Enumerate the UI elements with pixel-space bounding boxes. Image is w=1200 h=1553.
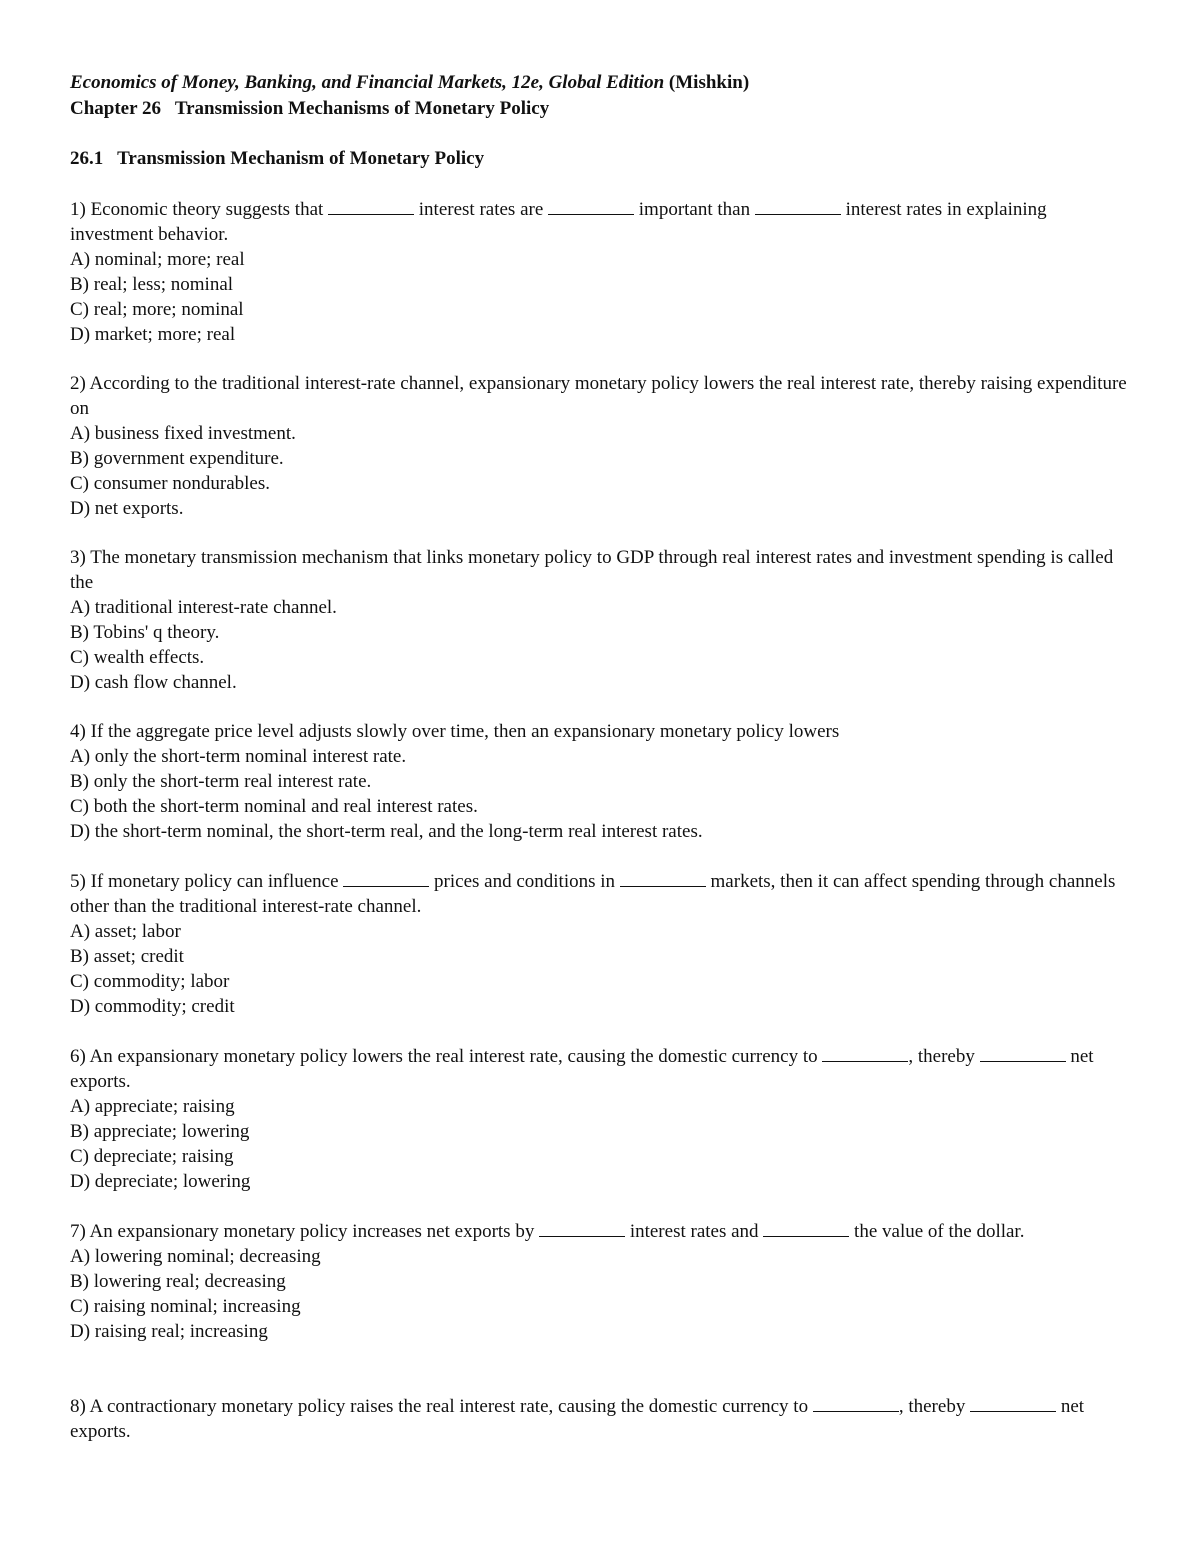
- answer-blank: [822, 1043, 908, 1062]
- question-8: [70, 1393, 1130, 1444]
- answer-blank: [343, 868, 429, 887]
- choice-b: B) government expenditure.: [70, 448, 284, 469]
- choice-c: C) raising nominal; increasing: [70, 1296, 301, 1317]
- choice-b: B) real; less; nominal: [70, 274, 234, 295]
- answer-blank: [548, 196, 634, 215]
- choice-d: D) market; more; real: [70, 324, 236, 345]
- question-stem: 7) An expansionary monetary policy increases net exports by interest rates and the value of the dollar.: [70, 1218, 1130, 1244]
- choice-c: C) both the short-term nominal and real interest rates.: [70, 796, 478, 817]
- book-title-line: [70, 70, 1130, 96]
- answer-blank: [620, 868, 706, 887]
- question-stem: 6) An expansionary monetary policy lowers the real interest rate, causing the domestic currency to , thereby net exports.: [70, 1043, 1130, 1094]
- question-stem: 1) Economic theory suggests that interest rates are important than interest rates in explaining investment behavior.: [70, 196, 1130, 247]
- choice-b: B) asset; credit: [70, 946, 184, 967]
- answer-blank: [328, 196, 414, 215]
- chapter-title: Chapter 26 Transmission Mechanisms of Monetary Policy: [70, 98, 550, 119]
- author: (Mishkin): [664, 72, 750, 93]
- choice-a: A) appreciate; raising: [70, 1096, 235, 1117]
- choice-d: D) the short-term nominal, the short-term real, and the long-term real interest rates.: [70, 821, 703, 842]
- question-7: [70, 1218, 1130, 1344]
- choice-a: A) lowering nominal; decreasing: [70, 1246, 321, 1267]
- answer-blank: [813, 1393, 899, 1412]
- choice-b: B) Tobins' q theory.: [70, 622, 220, 643]
- answer-blank: [980, 1043, 1066, 1062]
- question-4: [70, 719, 1130, 844]
- choice-b: B) lowering real; decreasing: [70, 1271, 286, 1292]
- question-stem: 5) If monetary policy can influence prices and conditions in markets, then it can affect spending through channels other than the traditional interest-rate channel.: [70, 868, 1130, 919]
- choice-b: B) only the short-term real interest rate.: [70, 771, 372, 792]
- choice-c: C) real; more; nominal: [70, 299, 244, 320]
- choice-c: C) wealth effects.: [70, 647, 205, 668]
- choice-a: A) traditional interest-rate channel.: [70, 597, 337, 618]
- answer-blank: [970, 1393, 1056, 1412]
- choice-a: A) nominal; more; real: [70, 249, 245, 270]
- choice-d: D) net exports.: [70, 498, 184, 519]
- question-5: [70, 868, 1130, 1019]
- answer-blank: [763, 1218, 849, 1237]
- question-stem: 4) If the aggregate price level adjusts slowly over time, then an expansionary monetary policy lowers: [70, 721, 840, 742]
- choice-a: A) asset; labor: [70, 921, 181, 942]
- answer-blank: [755, 196, 841, 215]
- question-stem: 8) A contractionary monetary policy raises the real interest rate, causing the domestic currency to , thereby net exports.: [70, 1393, 1130, 1444]
- choice-b: B) appreciate; lowering: [70, 1121, 250, 1142]
- choice-a: A) only the short-term nominal interest rate.: [70, 746, 407, 767]
- question-1: [70, 196, 1130, 347]
- question-3: [70, 545, 1130, 695]
- choice-d: D) cash flow channel.: [70, 672, 237, 693]
- choice-d: D) raising real; increasing: [70, 1321, 268, 1342]
- choice-c: C) commodity; labor: [70, 971, 230, 992]
- book-title: Economics of Money, Banking, and Financial Markets, 12e, Global Edition: [70, 72, 665, 93]
- choice-d: D) depreciate; lowering: [70, 1171, 251, 1192]
- answer-blank: [539, 1218, 625, 1237]
- choice-a: A) business fixed investment.: [70, 423, 296, 444]
- section-title: 26.1 Transmission Mechanism of Monetary Policy: [70, 148, 485, 169]
- question-stem: 3) The monetary transmission mechanism that links monetary policy to GDP through real interest rates and investment spending is called the: [70, 547, 1114, 593]
- choice-c: C) depreciate; raising: [70, 1146, 234, 1167]
- choice-c: C) consumer nondurables.: [70, 473, 270, 494]
- question-2: [70, 371, 1130, 521]
- question-stem: 2) According to the traditional interest-rate channel, expansionary monetary policy lowers the real interest rate, thereby raising expenditure on: [70, 373, 1127, 419]
- question-6: [70, 1043, 1130, 1194]
- document-page: [70, 70, 1130, 1444]
- choice-d: D) commodity; credit: [70, 996, 235, 1017]
